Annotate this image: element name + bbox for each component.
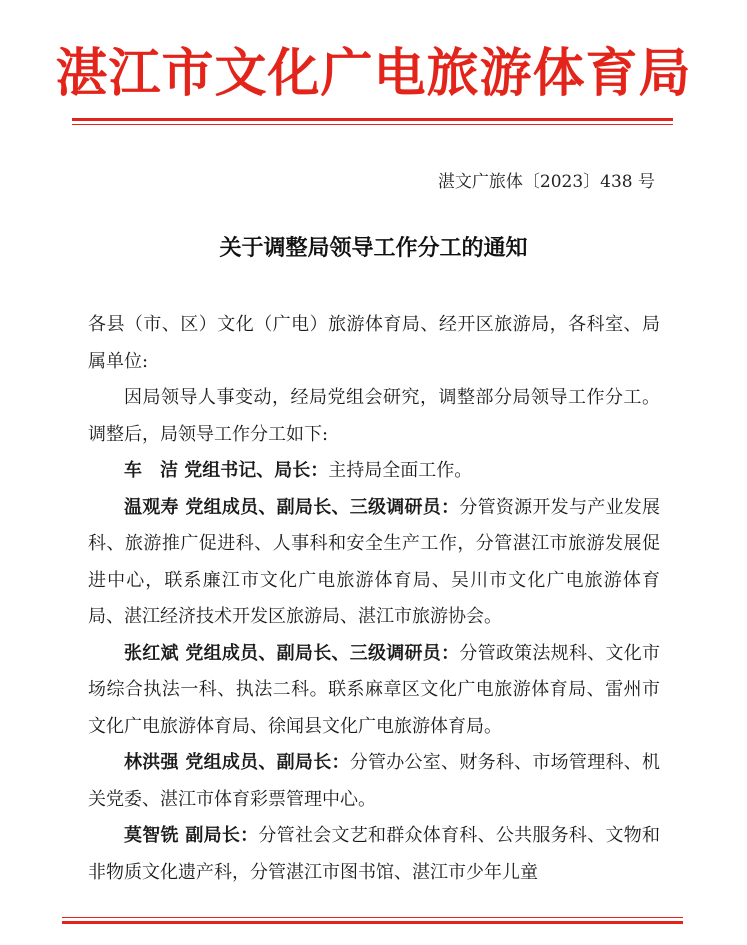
header-red-rule-thin [72,124,673,125]
assignment-duties: 主持局全面工作。 [328,460,473,481]
assignment-paragraph [88,490,660,636]
footer-red-rule-thick [62,921,683,924]
document-body [88,307,660,891]
assignment-name-role: 张红斌 党组成员、副局长、三级调研员： [124,642,460,664]
assignment-name-role: 莫智铣 副局长： [124,825,259,846]
assignment-paragraph [88,453,660,490]
document-number: 湛文广旅体〔2023〕438 号 [437,172,655,192]
assignment-name-role: 林洪强 党组成员、副局长： [124,752,350,773]
intro-paragraph: 因局领导人事变动，经局党组会研究，调整部分局领导工作分工。调整后，局领导工作分工如下: [88,387,660,445]
footer-red-rule-thin [62,917,683,918]
assignment-name-role: 温观寿 党组成员、副局长、三级调研员： [124,496,460,518]
assignment-paragraph [88,745,660,818]
organization-header: 湛江市文化广电旅游体育局 [55,43,692,104]
assignment-name-role: 车 洁 党组书记、局长： [124,460,329,481]
header-red-rule-thick [72,118,673,121]
assignment-duties: 分管办公室、财务科、市场管理科、机关党委、湛江市体育彩票管理中心。 [88,752,660,810]
assignment-duties: 分管社会文艺和群众体育科、公共服务科、文物和非物质文化遗产科，分管湛江市图书馆、湛江市少年儿童 [88,825,660,883]
assignment-duties: 分管政策法规科、文化市场综合执法一科、执法二科。联系麻章区文化广电旅游体育局、雷州市文化广电旅游体育局、徐闻县文化广电旅游体育局。 [88,642,661,737]
recipients-paragraph: 各县（市、区）文化（广电）旅游体育局、经开区旅游局，各科室、局属单位: [88,314,660,372]
document-title: 关于调整局领导工作分工的通知 [219,235,528,261]
assignment-paragraph [88,636,660,746]
assignment-duties: 分管资源开发与产业发展科、旅游推广促进科、人事科和安全生产工作，分管湛江市旅游发展促进中心，联系廉江市文化广电旅游体育局、吴川市文化广电旅游体育局、湛江经济技术开发区旅游局、湛江市旅游协会。 [88,496,661,627]
assignment-paragraph [88,818,660,891]
